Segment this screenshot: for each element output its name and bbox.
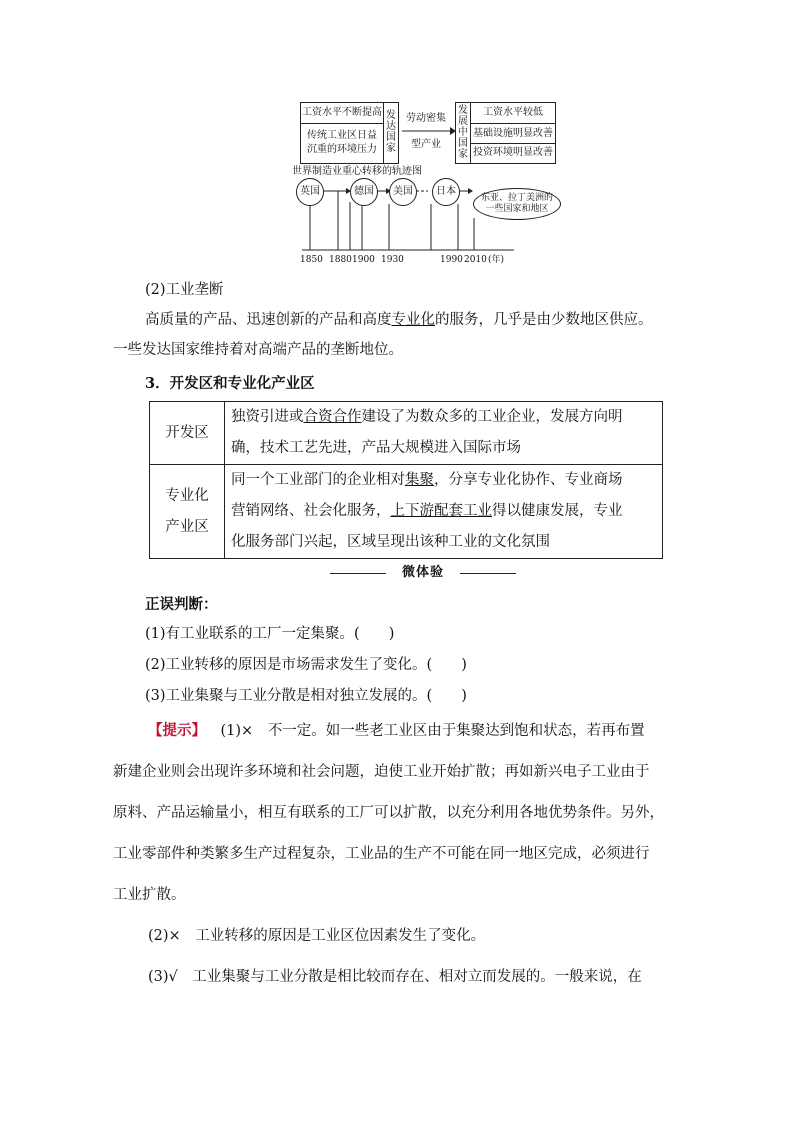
- table-head-specialized-zone: [150, 465, 225, 559]
- row1-underlined: 合资合作: [303, 409, 362, 425]
- table-head-development-zone: 开发区: [150, 402, 225, 465]
- row2-head-b: 产业区: [165, 518, 209, 535]
- tip-line-3: 原料、产品运输量小，相互有联系的工厂可以扩散，以充分利用各地优势条件。另外，: [113, 805, 664, 821]
- row2-head-a: 专业化: [165, 487, 209, 504]
- arrow-label-b: 型产业: [411, 139, 441, 150]
- node-japan: 日本: [432, 178, 460, 206]
- node-germany: 德国: [350, 178, 378, 206]
- row2-text-d: 得以健康发展，专业: [492, 503, 623, 519]
- developed-country-box: [300, 102, 384, 164]
- developing-row-2: 基础设施明显改善: [473, 128, 553, 139]
- judge-question-2: (2)工业转移的原因是市场需求发生了变化。( ): [145, 657, 467, 673]
- developing-row-1: 工资水平较低: [483, 107, 543, 118]
- node-uk: 英国: [296, 178, 324, 206]
- tip-line-1: [148, 720, 645, 742]
- section2-paragraph-line1: [145, 310, 653, 331]
- node-usa: 美国: [389, 178, 417, 206]
- section2-p1-b: 的服务，几乎是由少数地区供应。: [435, 312, 653, 328]
- row2-underlined-a: 集聚: [405, 472, 434, 488]
- row1-text-a: 独资引进或: [231, 409, 304, 425]
- tip-line-1-text: (1)× 不一定。如一些老工业区由于集聚达到饱和状态，若再布置: [220, 723, 645, 739]
- tick-year-unit: (年): [488, 255, 505, 265]
- tick-1930: 1930: [381, 255, 404, 265]
- industry-transfer-diagram: [292, 100, 564, 268]
- row1-line2: 确，技术工艺先进，产品大规模进入国际市场: [231, 440, 521, 456]
- final-node-line-a: 东亚、拉丁美洲的: [480, 193, 553, 203]
- judge-heading: 正误判断：: [145, 596, 218, 613]
- row2-text-c: 营销网络、社会化服务，: [231, 503, 391, 519]
- developed-label-box: [383, 102, 399, 164]
- row2-text-b: ，分享专业化协作、专业商场: [434, 472, 623, 488]
- row2-underlined-b: 上下游配套工业: [390, 503, 492, 519]
- section2-heading: (2)工业垄断: [145, 282, 224, 298]
- table-row: [150, 402, 663, 465]
- transfer-arrow: [400, 126, 456, 136]
- developed-label: 发达国家: [386, 110, 396, 154]
- developed-row-2a: 传统工业区日益: [307, 130, 377, 141]
- divider-line-left: [330, 573, 386, 574]
- tip-line-5: 工业扩散。: [113, 887, 186, 903]
- tip-line-2: 新建企业则会出现许多环境和社会问题，迫使工业开始扩散；再如新兴电子工业由于: [113, 764, 650, 780]
- table-row: [150, 465, 663, 559]
- section2-p1-underlined: 专业化: [391, 312, 435, 328]
- tip-line-7: (3)√ 工业集聚与工业分散是相比较而存在、相对立而发展的。一般来说，在: [148, 969, 642, 985]
- developing-label-box: [455, 102, 471, 164]
- tick-1850: 1850: [300, 255, 323, 265]
- judge-question-1: (1)有工业联系的工厂一定集聚。( ): [145, 626, 395, 642]
- table-cell-specialized-zone: [225, 465, 663, 559]
- section2-p1-a: 高质量的产品、迅速创新的产品和高度: [145, 312, 392, 328]
- row2-text-a: 同一个工业部门的企业相对: [231, 472, 405, 488]
- node-east-asia-latin-america: [473, 188, 561, 220]
- section3-heading: 3．开发区和专业化产业区: [145, 375, 315, 392]
- judge-question-3: (3)工业集聚与工业分散是相对独立发展的。( ): [145, 688, 467, 704]
- developing-row-3: 投资环境明显改善: [473, 147, 553, 158]
- tip-tag: 【提示】: [148, 722, 206, 739]
- table-cell-development-zone: [225, 402, 663, 465]
- section2-paragraph-line2: 一些发达国家维持着对高端产品的垄断地位。: [113, 342, 403, 358]
- row1-text-b: 建设了为数众多的工业企业，发展方向明: [361, 409, 623, 425]
- timeline-title: 世界制造业重心转移的轨迹图: [292, 166, 422, 177]
- tip-line-6: (2)× 工业转移的原因是工业区位因素发生了变化。: [148, 928, 486, 944]
- final-node-line-b: 一些国家和地区: [485, 204, 549, 214]
- arrow-label-a: 劳动密集: [406, 113, 446, 124]
- tick-1990: 1990: [440, 255, 463, 265]
- tick-1900: 1900: [352, 255, 375, 265]
- row2-line3: 化服务部门兴起，区域呈现出该种工业的文化氛围: [231, 534, 550, 550]
- developing-label: 发展中国家: [458, 105, 468, 160]
- tick-1880: 1880: [329, 255, 352, 265]
- tip-line-4: 工业零部件种类繁多生产过程复杂，工业品的生产不可能在同一地区完成，必须进行: [113, 846, 650, 862]
- developed-row-1: 工资水平不断提高: [302, 107, 382, 118]
- micro-experience-divider: [330, 566, 516, 580]
- tick-2010: 2010: [464, 255, 487, 265]
- divider-line-right: [460, 573, 516, 574]
- zone-table: [149, 401, 663, 559]
- developing-country-box: [470, 102, 556, 164]
- developed-row-2b: 沉重的环境压力: [307, 144, 377, 155]
- divider-label: 微体验: [401, 565, 444, 580]
